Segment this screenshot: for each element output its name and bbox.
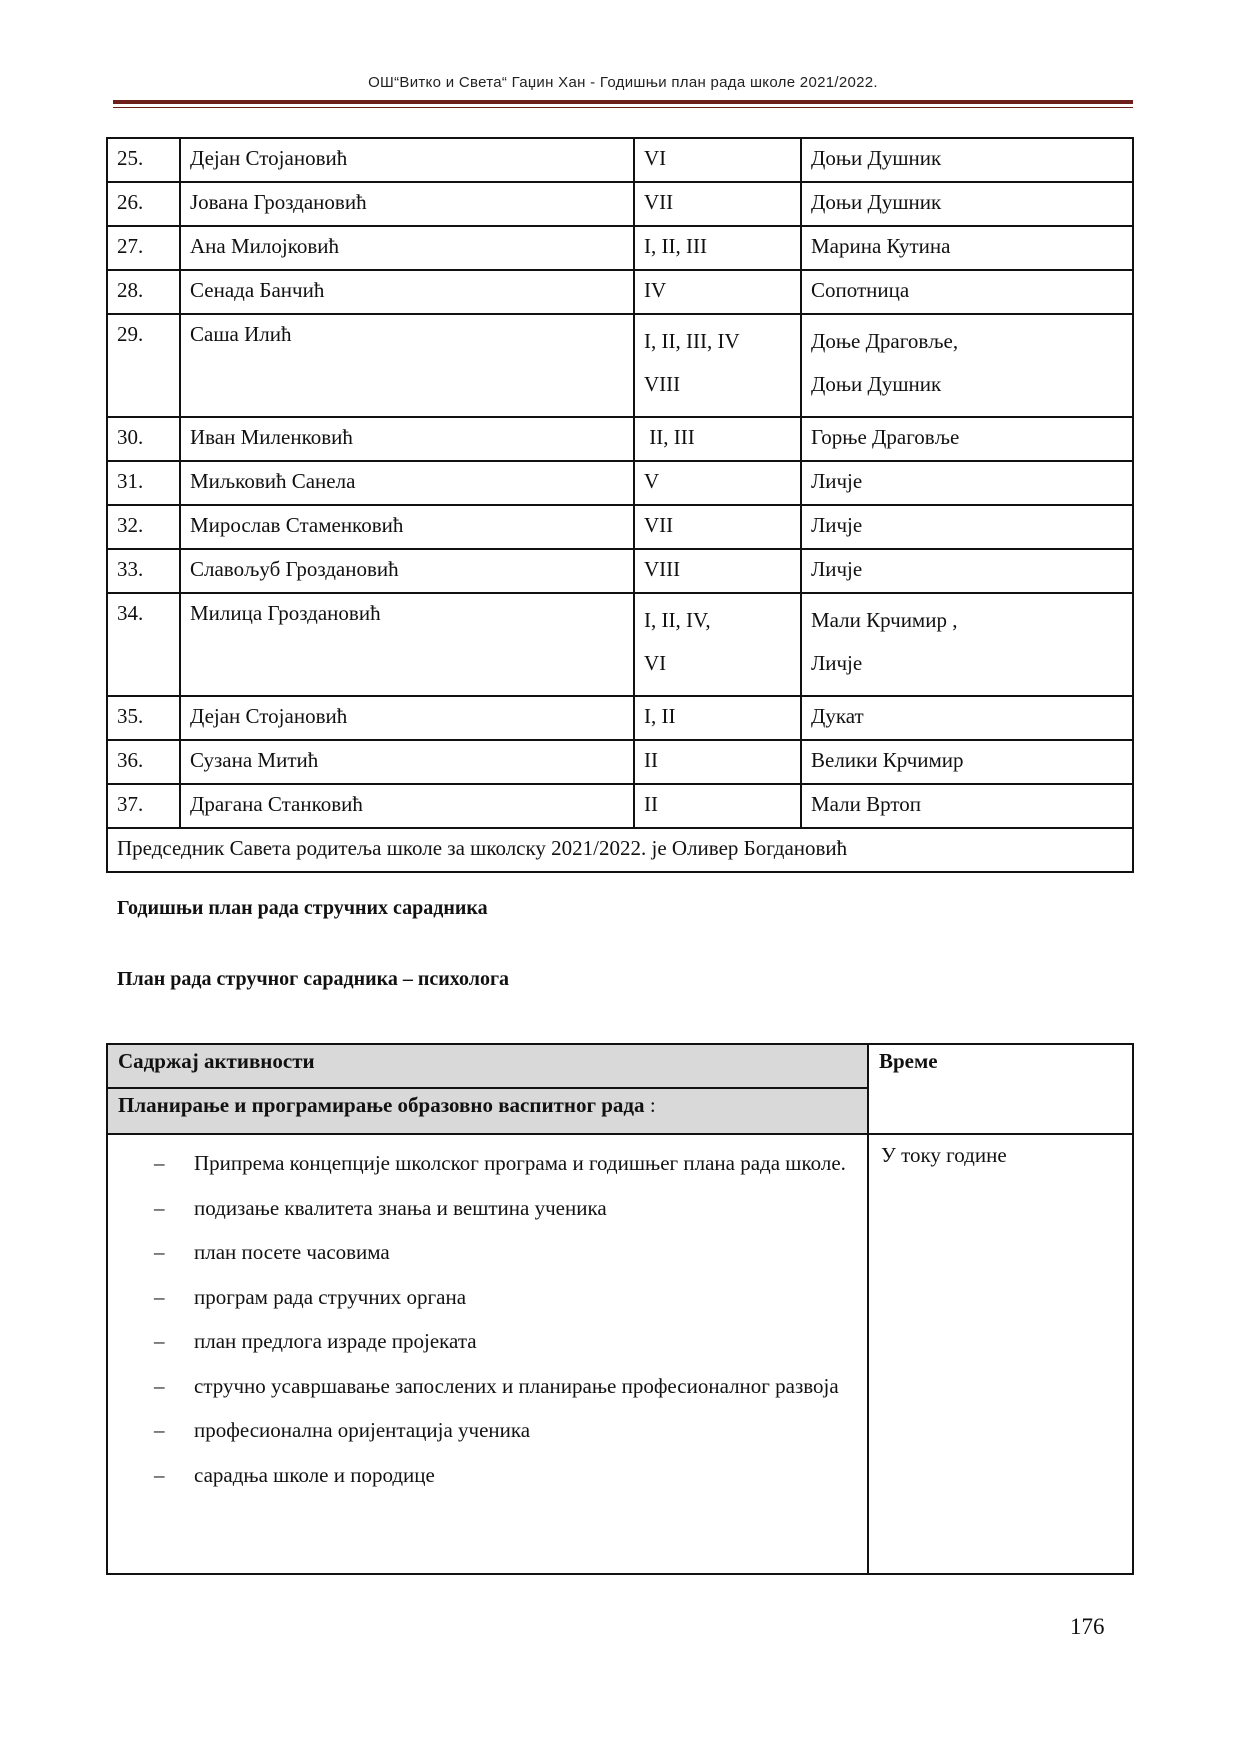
council-row — [107, 417, 1133, 461]
section-subheading: План рада стручног сарадника – психолога — [117, 968, 510, 990]
grade-value: VIII — [644, 372, 681, 396]
activity-item — [108, 1186, 867, 1231]
grade-cell — [634, 505, 801, 549]
activity-group-title — [107, 1088, 868, 1134]
council-row — [107, 549, 1133, 593]
council-row — [107, 593, 1133, 696]
dash-bullet: – — [154, 1195, 165, 1220]
activity-item-text: подизање квалитета знања и вештина ученика — [194, 1195, 607, 1220]
grade-value: VII — [644, 190, 674, 214]
psychologist-plan-table — [106, 1043, 1134, 1575]
parent-name: Дејан Стојановић — [180, 138, 634, 182]
grade-cell — [634, 461, 801, 505]
column-header-activity: Садржај активности — [107, 1044, 868, 1088]
row-number: 35. — [107, 696, 180, 740]
grade-cell — [634, 784, 801, 828]
place-cell — [801, 593, 1133, 696]
place-cell — [801, 138, 1133, 182]
place-cell — [801, 226, 1133, 270]
grade-cell — [634, 549, 801, 593]
section-heading: Годишњи план рада стручних сарадника — [117, 897, 488, 919]
activity-item-text: план посете часовима — [194, 1240, 390, 1264]
grade-value: VI — [644, 146, 667, 170]
parent-name: Мирослав Стаменковић — [180, 505, 634, 549]
activity-item-text: стручно усавршавање запослених и планирање професионалног развоја — [194, 1373, 839, 1398]
council-row — [107, 740, 1133, 784]
column-header-time: Време — [868, 1044, 1133, 1134]
header-divider-thin — [113, 107, 1133, 108]
grade-value: V — [644, 469, 660, 493]
council-row — [107, 314, 1133, 417]
row-number: 25. — [107, 138, 180, 182]
grade-value: VIII — [644, 557, 681, 581]
grade-cell — [634, 270, 801, 314]
place-value: Личје — [811, 651, 863, 675]
activity-item-text: професионална оријентација ученика — [194, 1418, 531, 1442]
parent-name: Сузана Митић — [180, 740, 634, 784]
activity-item-text: план предлога израде пројеката — [194, 1329, 477, 1353]
place-value: Горње Драговље — [811, 425, 960, 449]
activity-item — [108, 1408, 867, 1453]
place-value: Доњи Душник — [811, 372, 942, 396]
grade-value: VI — [644, 651, 667, 675]
parent-name: Јована Гроздановић — [180, 182, 634, 226]
grade-cell — [634, 226, 801, 270]
place-cell — [801, 314, 1133, 417]
parent-name: Сенада Банчић — [180, 270, 634, 314]
grade-value: I, II, III, IV — [644, 329, 740, 353]
place-value: Личје — [811, 557, 863, 581]
place-value: Сопотница — [811, 278, 910, 302]
row-number: 26. — [107, 182, 180, 226]
activity-item — [108, 1275, 867, 1320]
parent-name: Миљковић Санела — [180, 461, 634, 505]
place-value: Велики Крчимир — [811, 748, 964, 772]
row-number: 31. — [107, 461, 180, 505]
activity-item — [108, 1141, 867, 1186]
grade-cell — [634, 314, 801, 417]
activity-list — [108, 1135, 867, 1497]
activity-item — [108, 1364, 867, 1409]
dash-bullet: – — [154, 1418, 165, 1442]
grade-value: II, III — [644, 425, 695, 449]
row-number: 27. — [107, 226, 180, 270]
parent-name: Ана Милојковић — [180, 226, 634, 270]
place-value: Личје — [811, 513, 863, 537]
activity-item-text: Припрема концепције школског програма и годишњег плана рада школе. — [194, 1151, 846, 1175]
place-cell — [801, 270, 1133, 314]
place-value: Доњи Душник — [811, 190, 942, 214]
grade-cell — [634, 740, 801, 784]
place-cell — [801, 505, 1133, 549]
dash-bullet: – — [154, 1284, 165, 1309]
council-row — [107, 138, 1133, 182]
place-value: Мали Крчимир , — [811, 608, 958, 632]
grade-value: II — [644, 792, 658, 816]
time-value: У току године — [868, 1134, 1133, 1574]
dash-bullet: – — [154, 1240, 165, 1264]
activity-item — [108, 1453, 867, 1498]
row-number: 37. — [107, 784, 180, 828]
activity-item — [108, 1230, 867, 1275]
dash-bullet: – — [154, 1373, 165, 1398]
place-cell — [801, 417, 1133, 461]
place-cell — [801, 549, 1133, 593]
dash-bullet: – — [154, 1151, 165, 1175]
parent-name: Саша Илић — [180, 314, 634, 417]
parent-name: Иван Миленковић — [180, 417, 634, 461]
place-cell — [801, 696, 1133, 740]
grade-cell — [634, 696, 801, 740]
council-row — [107, 784, 1133, 828]
parent-name: Драгана Станковић — [180, 784, 634, 828]
parents-council-table — [106, 137, 1134, 873]
place-cell — [801, 461, 1133, 505]
activity-list-cell — [107, 1134, 868, 1574]
activity-item-text: сарадња школе и породице — [194, 1462, 435, 1487]
parent-name: Славољуб Гроздановић — [180, 549, 634, 593]
council-row — [107, 182, 1133, 226]
place-value: Марина Кутина — [811, 234, 951, 258]
place-value: Дукат — [811, 704, 864, 728]
place-cell — [801, 784, 1133, 828]
row-number: 30. — [107, 417, 180, 461]
row-number: 34. — [107, 593, 180, 696]
grade-cell — [634, 182, 801, 226]
council-row — [107, 226, 1133, 270]
activity-item-text: програм рада стручних органа — [194, 1284, 467, 1309]
row-number: 32. — [107, 505, 180, 549]
activity-group-title-suffix: : — [644, 1093, 656, 1117]
place-value: Личје — [811, 469, 863, 493]
dash-bullet: – — [154, 1329, 165, 1353]
grade-value: I, II — [644, 704, 676, 728]
council-row — [107, 270, 1133, 314]
council-row — [107, 505, 1133, 549]
grade-value: IV — [644, 278, 667, 302]
grade-value: I, II, III — [644, 234, 707, 258]
council-row — [107, 696, 1133, 740]
grade-cell — [634, 593, 801, 696]
row-number: 36. — [107, 740, 180, 784]
place-cell — [801, 740, 1133, 784]
row-number: 33. — [107, 549, 180, 593]
council-footer-row — [107, 828, 1133, 872]
activity-group-title-text: Планирање и програмирање образовно васпитног рада — [118, 1093, 645, 1117]
council-president-note: Председник Савета родитеља школе за школску 2021/2022. је Оливер Богдановић — [107, 828, 1133, 872]
place-value: Доње Драговље, — [811, 329, 959, 353]
row-number: 28. — [107, 270, 180, 314]
row-number: 29. — [107, 314, 180, 417]
place-value: Доњи Душник — [811, 146, 942, 170]
grade-cell — [634, 138, 801, 182]
header-divider-thick — [113, 100, 1133, 104]
page-header-title: ОШ“Витко и Света“ Гаџин Хан - Годишњи план рада школе 2021/2022. — [368, 74, 878, 91]
parent-name: Милица Гроздановић — [180, 593, 634, 696]
grade-value: VII — [644, 513, 674, 537]
page-number: 176 — [1070, 1614, 1105, 1639]
place-cell — [801, 182, 1133, 226]
dash-bullet: – — [154, 1462, 165, 1487]
place-value: Мали Вртоп — [811, 792, 922, 816]
grade-cell — [634, 417, 801, 461]
grade-value: II — [644, 748, 658, 772]
grade-value: I, II, IV, — [644, 608, 711, 632]
council-row — [107, 461, 1133, 505]
activity-item — [108, 1319, 867, 1364]
parent-name: Дејан Стојановић — [180, 696, 634, 740]
